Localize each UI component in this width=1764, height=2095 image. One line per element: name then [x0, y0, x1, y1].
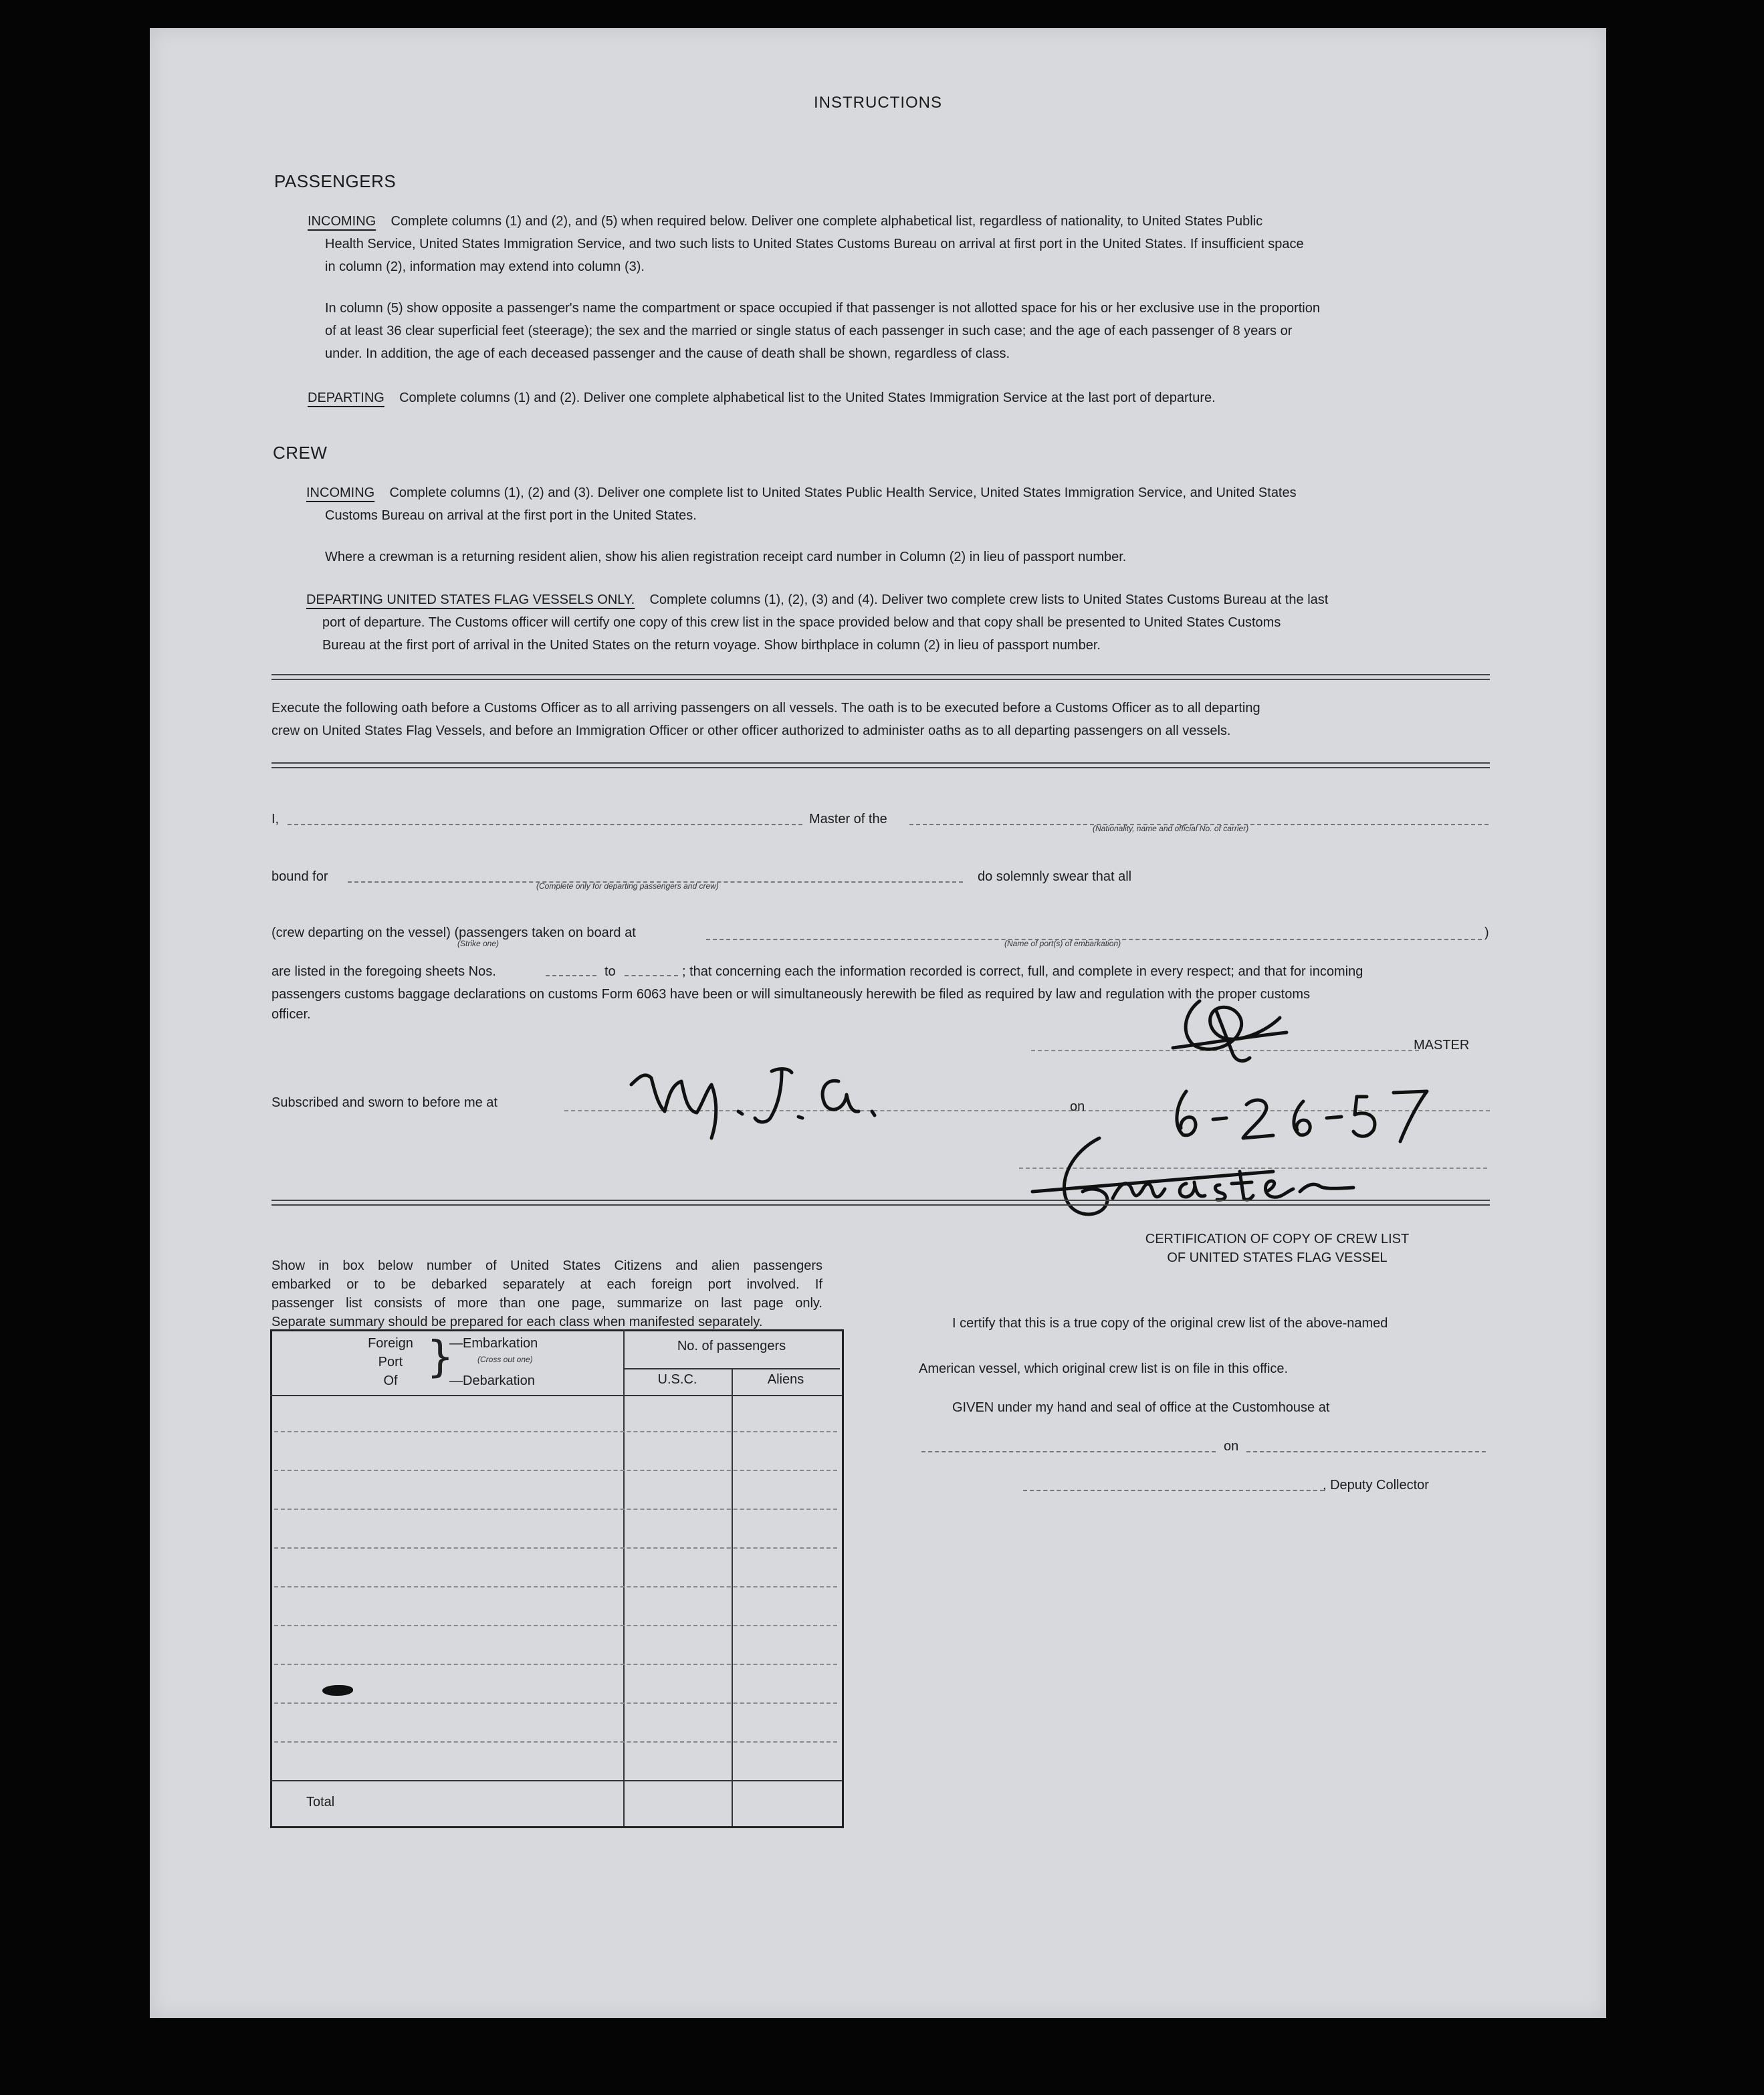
table-row-line — [274, 1625, 837, 1626]
ink-blot — [322, 1685, 353, 1696]
crew-departing-line-1 — [306, 588, 1491, 611]
double-rule-2 — [271, 762, 1490, 768]
oath-intro-line-1: Execute the following oath before a Customs Officer as to all arriving passengers on all vessels. The oath is to be executed before a Customs Officer as to all departing — [271, 701, 1260, 715]
crew-incoming-line-1 — [306, 481, 1491, 504]
customhouse-line[interactable] — [921, 1451, 1216, 1452]
table-row-line — [274, 1586, 837, 1587]
to-label: to — [604, 964, 616, 979]
master-of-the-label: Master of the — [809, 812, 887, 826]
master-name-line[interactable] — [288, 824, 802, 825]
brace-icon: } — [427, 1333, 454, 1382]
table-no-of-passengers: No. of passengers — [677, 1339, 786, 1353]
certification-title-1: CERTIFICATION OF COPY OF CREW LIST — [1145, 1232, 1410, 1246]
subscribed-label: Subscribed and sworn to before me at — [271, 1095, 498, 1110]
handwritten-place-image — [618, 1051, 899, 1158]
table-row-line — [274, 1547, 837, 1549]
master-label: MASTER — [1414, 1038, 1470, 1053]
crew-departing-label: DEPARTING UNITED STATES FLAG VESSELS ONLY. — [306, 592, 635, 607]
on-label: on — [1070, 1099, 1085, 1114]
certification-title-2: OF UNITED STATES FLAG VESSEL — [1167, 1250, 1388, 1265]
table-divider-2 — [732, 1368, 733, 1826]
certification-line-2: American vessel, which original crew list is on file in this office. — [919, 1361, 1289, 1376]
certification-line-3: GIVEN under my hand and seal of office at the Customhouse at — [952, 1400, 1330, 1415]
table-cross-out: (Cross out one) — [477, 1355, 533, 1364]
carrier-hint: (Nationality, name and official No. of carrier) — [1093, 824, 1249, 833]
column5-line-3: under. In addition, the age of each deceased passenger and the cause of death shall be shown, regardless of class. — [325, 346, 1010, 361]
table-row-line — [274, 1702, 837, 1704]
table-of: Of — [383, 1373, 398, 1388]
crew-departing-line-3: Bureau at the first port of arrival in the United States on the return voyage. Show birthplace in column (2) in lieu of passport number. — [322, 638, 1101, 653]
passengers-heading: PASSENGERS — [274, 171, 397, 191]
deputy-collector-line[interactable] — [1023, 1490, 1324, 1491]
listed-label-1: are listed in the foregoing sheets Nos. — [271, 964, 496, 979]
table-divider-1 — [623, 1329, 625, 1826]
table-total: Total — [306, 1795, 335, 1809]
table-foreign: Foreign — [368, 1336, 413, 1351]
crew-departing-text-1: Complete columns (1), (2), (3) and (4). Deliver two complete crew lists to United States Customs Bureau at the last — [649, 592, 1329, 607]
oath-intro-line-2: crew on United States Flag Vessels, and before an Immigration Officer or other officer authorized to administer oaths as to all departing passengers on all vessels. — [271, 724, 1231, 738]
column5-line-2: of at least 36 clear superficial feet (steerage); the sex and the married or single status of each passenger in such case; and the age of each passenger of 8 years or — [325, 324, 1293, 338]
deputy-collector-label: , Deputy Collector — [1323, 1478, 1429, 1493]
bound-for-label: bound for — [271, 869, 328, 884]
crew-passengers-label: (crew departing on the vessel) (passengers taken on board at — [271, 925, 636, 940]
summary-note-line-1: Show in box below number of United States Citizens and alien passengers — [271, 1258, 822, 1273]
listed-label-2: ; that concerning each the information recorded is correct, full, and complete in every respect; and that for incoming — [682, 964, 1363, 979]
crew-incoming-line-2: Customs Bureau on arrival at the first port in the United States. — [325, 508, 697, 523]
table-port: Port — [378, 1355, 403, 1369]
form-page — [150, 28, 1606, 2018]
table-row-line — [274, 1470, 837, 1471]
crew-heading: CREW — [273, 443, 328, 463]
passengers-incoming-line-1 — [308, 210, 1491, 233]
table-debarkation: —Debarkation — [449, 1373, 535, 1388]
passengers-departing-text: Complete columns (1) and (2). Deliver one complete alphabetical list to the United States Immigration Service at the last port of departure. — [399, 391, 1216, 405]
listed-label-4: officer. — [271, 1007, 311, 1022]
table-row-line — [274, 1509, 837, 1510]
certification-line-1: I certify that this is a true copy of the original crew list of the above-named — [952, 1316, 1388, 1331]
table-usc: U.S.C. — [657, 1372, 697, 1387]
column5-line-1: In column (5) show opposite a passenger's name the compartment or space occupied if that passenger is not allotted space for his or her exclusive use in the proportion — [325, 301, 1320, 316]
table-header-rule — [270, 1395, 842, 1396]
passengers-departing-label: DEPARTING — [308, 391, 384, 405]
table-row-line — [274, 1664, 837, 1665]
summary-note-line-4: Separate summary should be prepared for each class when manifested separately. — [271, 1315, 763, 1329]
crew-incoming-label: INCOMING — [306, 485, 375, 500]
table-embarkation: —Embarkation — [449, 1336, 538, 1351]
passengers-incoming-line-3: in column (2), information may extend into column (3). — [325, 259, 645, 274]
sheet-from-line[interactable] — [546, 975, 596, 976]
passengers-departing-line — [308, 387, 1491, 409]
master-initials-image — [1160, 991, 1327, 1071]
double-rule-1 — [271, 674, 1490, 680]
certification-on-label: on — [1224, 1439, 1239, 1454]
crewman-line: Where a crewman is a returning resident alien, show his alien registration receipt card number in Column (2) in lieu of passport number. — [325, 550, 1127, 564]
close-paren: ) — [1484, 925, 1489, 940]
solemnly-swear-label: do solemnly swear that all — [978, 869, 1132, 884]
passengers-incoming-label: INCOMING — [308, 214, 376, 229]
officer-signature-image — [1019, 1125, 1367, 1238]
crew-departing-line-2: port of departure. The Customs officer will certify one copy of this crew list in the space provided below and that copy shall be presented to United States Customs — [322, 615, 1281, 630]
sheet-to-line[interactable] — [625, 975, 678, 976]
table-aliens: Aliens — [767, 1372, 804, 1387]
bound-for-hint: (Complete only for departing passengers and crew) — [536, 881, 719, 891]
table-row-line — [274, 1741, 837, 1743]
crew-incoming-text-1: Complete columns (1), (2) and (3). Deliver one complete list to United States Public Health Service, United States Immigration Service, and United States — [389, 485, 1297, 500]
listed-label-3: passengers customs baggage declarations on customs Form 6063 have been or will simultaneously herewith be filed as required by law and regulation with the proper customs — [271, 987, 1311, 1002]
page-title: INSTRUCTIONS — [814, 94, 942, 112]
strike-one-hint: (Strike one) — [457, 939, 500, 948]
ports-hint: (Name of port(s) of embarkation) — [1004, 939, 1121, 948]
summary-table — [270, 1329, 844, 1828]
table-row-line — [274, 1431, 837, 1432]
oath-i-label: I, — [271, 812, 280, 826]
certification-date-line[interactable] — [1246, 1451, 1486, 1452]
summary-note-line-2: embarked or to be debarked separately at each foreign port involved. If — [271, 1277, 822, 1292]
passengers-incoming-line-2: Health Service, United States Immigration Service, and two such lists to United States Customs Bureau on arrival at first port in the United States. If insufficient space — [325, 237, 1304, 251]
summary-note-line-3: passenger list consists of more than one page, summarize on last page only. — [271, 1296, 822, 1311]
table-total-rule — [270, 1780, 842, 1781]
double-rule-3 — [271, 1200, 1490, 1206]
passengers-incoming-text-1: Complete columns (1) and (2), and (5) when required below. Deliver one complete alphabetical list, regardless of nationality, to United States Public — [391, 214, 1263, 229]
